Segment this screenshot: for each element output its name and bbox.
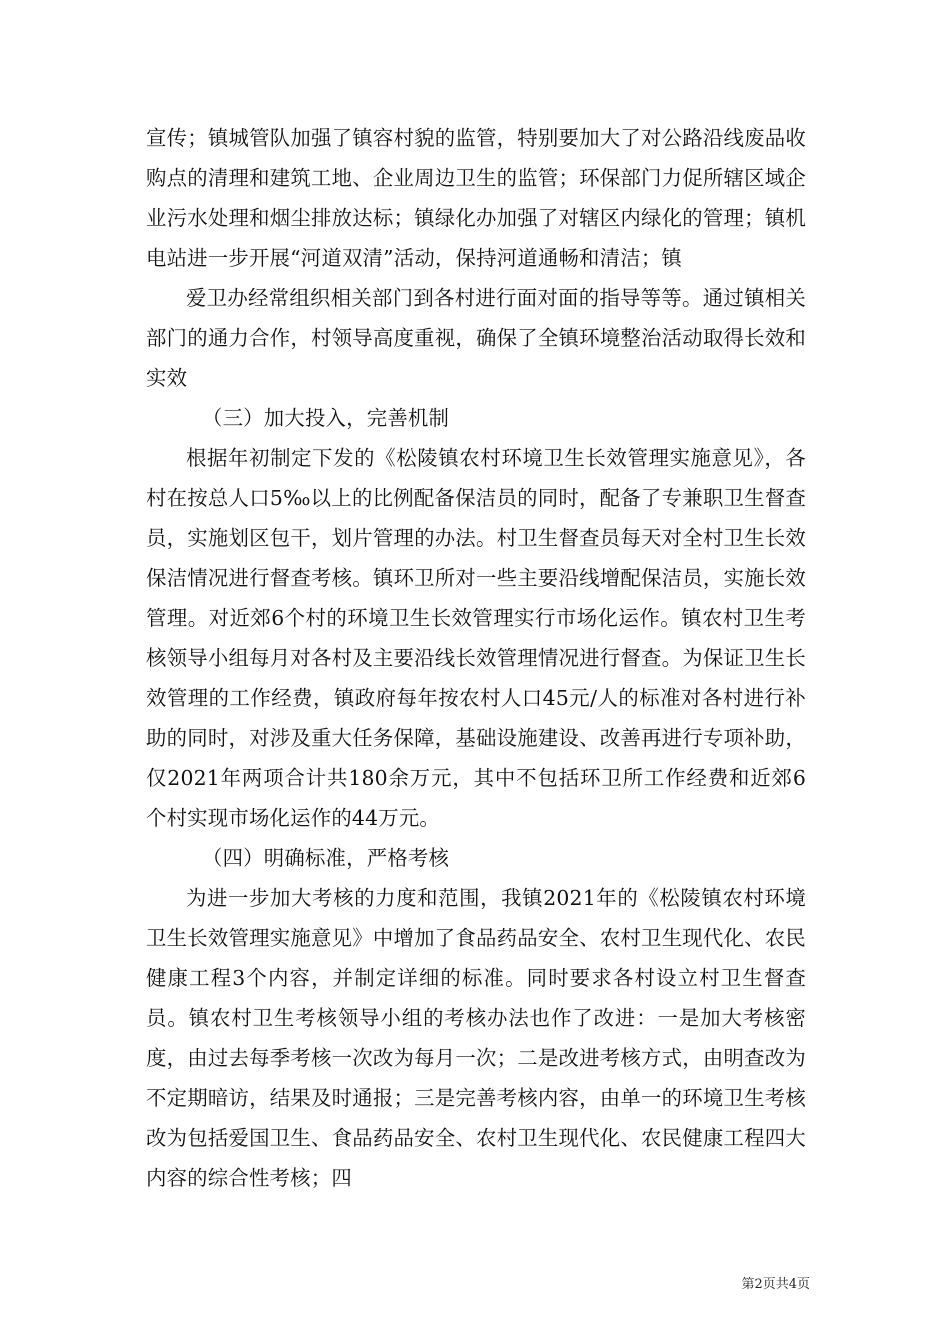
paragraph-cooperation: 爱卫办经常组织相关部门到各村进行面对面的指导等等。通过镇相关部门的通力合作，村领导高度重视，确保了全镇环境整治活动取得长效和实效 — [146, 286, 806, 390]
paragraph-continuation: 宣传；镇城管队加强了镇容村貌的监管，特别要加大了对公路沿线废品收购点的清理和建筑工地、企业周边卫生的监管；环保部门力促所辖区域企业污水处理和烟尘排放达标；镇绿化办加强了对辖区内绿化的管理；镇机电站进一步开展“河道双清”活动，保持河道通畅和清洁；镇 — [146, 126, 806, 270]
paragraph-investment: 根据年初制定下发的《松陵镇农村环境卫生长效管理实施意见》，各村在按总人口5‰以上的比例配备保洁员的同时，配备了专兼职卫生督查员，实施划区包干，划片管理的办法。村卫生督查员每天对全村卫生长效保洁情况进行督查考核。镇环卫所对一些主要沿线增配保洁员，实施长效管理。对近郊6个村的环境卫生长效管理实行市场化运作。镇农村卫生考核领导小组每月对各村及主要沿线长效管理情况进行督查。为保证卫生长效管理的工作经费，镇政府每年按农村人口45元/人的标准对各村进行补助的同时，对涉及重大任务保障，基础设施建设、改善再进行专项补助，仅2021年两项合计共180余万元，其中不包括环卫所工作经费和近郊6个村实现市场化运作的44万元。 — [146, 446, 806, 830]
page-number-footer: 第2页共4页 — [741, 1277, 810, 1292]
document-body — [146, 118, 806, 1198]
section-heading-standards: （四）明确标准，严格考核 — [202, 846, 450, 870]
section-heading-investment: （三）加大投入，完善机制 — [202, 406, 450, 430]
paragraph-standards: 为进一步加大考核的力度和范围，我镇2021年的《松陵镇农村环境卫生长效管理实施意见》中增加了食品药品安全、农村卫生现代化、农民健康工程3个内容，并制定详细的标准。同时要求各村设立村卫生督查员。镇农村卫生考核领导小组的考核办法也作了改进：一是加大考核密度，由过去每季考核一次改为每月一次；二是改进考核方式，由明查改为不定期暗访，结果及时通报；三是完善考核内容，由单一的环境卫生考核改为包括爱国卫生、食品药品安全、农村卫生现代化、农民健康工程四大内容的综合性考核；四 — [146, 886, 806, 1190]
